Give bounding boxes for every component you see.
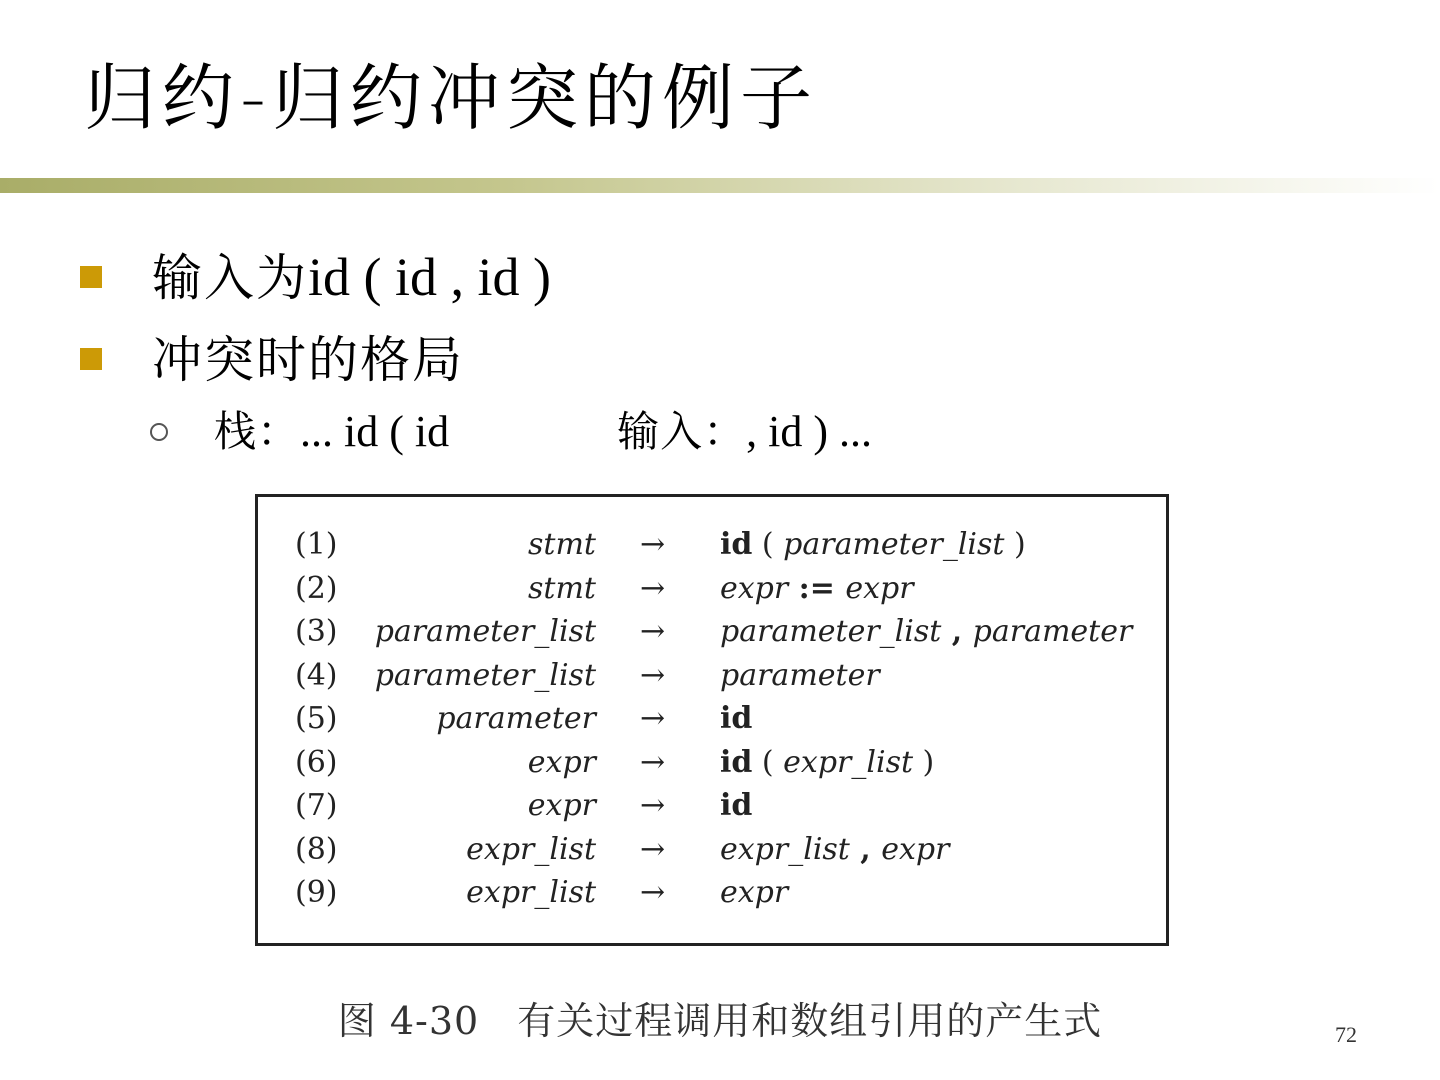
production-rhs: [720, 527, 1026, 562]
stack-value: ... id ( id: [300, 407, 450, 456]
production-number: (1): [295, 527, 338, 562]
production-lhs: expr: [527, 744, 596, 780]
production-number: (5): [295, 701, 338, 736]
input-value: , id ) ...: [746, 407, 873, 456]
caption-label: 图 4-30: [337, 999, 480, 1043]
rhs-symbol: parameter_list: [720, 614, 942, 649]
bullet-prefix: 冲突时的格局: [152, 331, 464, 389]
arrow-icon: →: [640, 614, 666, 649]
bullet-conflict: [80, 331, 464, 389]
rhs-symbol: id: [720, 527, 753, 562]
rhs-symbol: ): [913, 744, 935, 780]
rhs-symbol: expr: [845, 570, 914, 606]
arrow-icon: →: [640, 701, 666, 736]
production-number: (7): [295, 788, 338, 823]
production-rhs: [720, 701, 752, 736]
arrow-icon: →: [640, 831, 666, 867]
production-number: (3): [295, 614, 338, 649]
production-lhs: stmt: [528, 570, 596, 606]
stack-label: 栈：: [214, 407, 301, 456]
bullet-text: [152, 331, 464, 389]
production-number: (8): [295, 831, 338, 867]
rhs-symbol: ): [1004, 527, 1026, 562]
circle-bullet-icon: [150, 423, 168, 441]
arrow-icon: →: [640, 744, 666, 780]
rhs-symbol: (: [752, 527, 784, 562]
production-row: [258, 832, 1166, 876]
arrow-icon: →: [640, 657, 666, 693]
sub-bullet-configuration: [150, 407, 873, 456]
production-lhs: parameter: [436, 701, 596, 736]
bullet-prefix: 输入为: [152, 249, 308, 307]
rhs-symbol: id: [720, 701, 753, 736]
rhs-symbol: parameter: [972, 614, 1133, 649]
production-number: (2): [295, 570, 338, 606]
arrow-icon: →: [640, 875, 666, 910]
rhs-symbol: id: [720, 744, 753, 780]
production-lhs: stmt: [528, 527, 596, 562]
rhs-symbol: expr: [720, 570, 789, 606]
production-lhs: expr_list: [466, 831, 596, 867]
rhs-symbol: id: [720, 788, 753, 823]
production-rhs: [720, 745, 934, 780]
grammar-figure: [255, 494, 1169, 946]
production-row: [258, 745, 1166, 789]
production-number: (4): [295, 657, 338, 693]
production-number: (9): [295, 875, 338, 910]
rhs-symbol: expr: [720, 875, 789, 910]
arrow-icon: →: [640, 527, 666, 562]
rhs-symbol: parameter: [720, 657, 880, 693]
production-lhs: expr: [527, 788, 596, 823]
rhs-symbol: (: [752, 744, 784, 780]
figure-caption: [0, 990, 1440, 1045]
rhs-symbol: ,: [941, 614, 973, 649]
slide-title: 归约-归约冲突的例子: [84, 56, 818, 140]
production-rhs: [720, 875, 788, 910]
production-rhs: [720, 571, 914, 606]
production-row: [258, 875, 1166, 919]
production-lhs: parameter_list: [374, 657, 596, 693]
production-row: [258, 614, 1166, 658]
production-lhs: parameter_list: [374, 614, 596, 649]
square-bullet-icon: [80, 266, 102, 288]
input-label: 输入：: [617, 407, 747, 456]
rhs-symbol: expr: [881, 831, 950, 867]
production-row: [258, 788, 1166, 832]
page-number: 72: [1335, 1022, 1357, 1047]
production-row: [258, 658, 1166, 702]
production-rhs: [720, 832, 949, 867]
sub-bullet-text: [214, 407, 873, 456]
arrow-icon: →: [640, 570, 666, 606]
square-bullet-icon: [80, 348, 102, 370]
rhs-symbol: ,: [849, 831, 882, 867]
production-row: [258, 701, 1166, 745]
production-row: [258, 571, 1166, 615]
production-rhs: [720, 614, 1132, 649]
caption-text: 有关过程调用和数组引用的产生式: [517, 999, 1103, 1043]
arrow-icon: →: [640, 788, 666, 823]
production-rhs: [720, 788, 752, 823]
title-divider: [0, 178, 1440, 193]
bullet-latin: id ( id , id ): [308, 247, 551, 307]
rhs-symbol: expr_list: [720, 831, 850, 867]
rhs-symbol: parameter_list: [783, 527, 1005, 562]
rhs-symbol: :=: [788, 570, 846, 606]
bullet-text: [152, 247, 551, 307]
production-lhs: expr_list: [466, 875, 596, 910]
rhs-symbol: expr_list: [783, 744, 914, 780]
bullet-input: [80, 247, 551, 307]
production-rhs: [720, 658, 880, 693]
production-row: [258, 527, 1166, 571]
production-number: (6): [295, 744, 338, 780]
